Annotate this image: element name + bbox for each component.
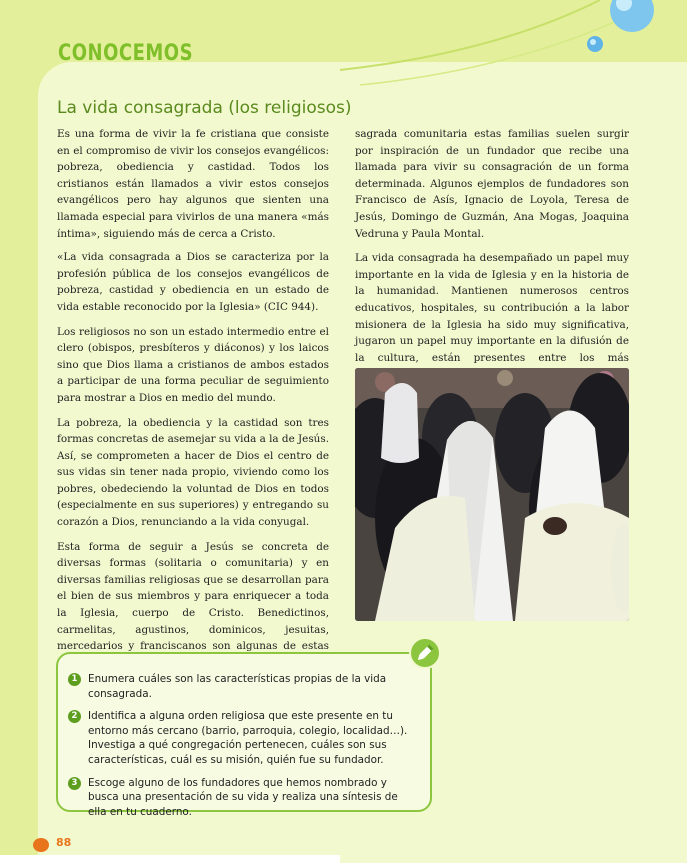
left-column (57, 126, 329, 679)
page-number: 88 (56, 836, 72, 849)
activity-number: 1 (68, 673, 81, 686)
list-item (68, 776, 413, 820)
activity-box (56, 652, 432, 818)
activity-text: Escoge alguno de los fundadores que hemos nombrado y busca una presentación de su vida y realiza una síntesis de ella en tu cuaderno. (88, 776, 398, 818)
section-label: CONOCEMOS (58, 40, 194, 67)
activity-text: Enumera cuáles son las características propias de la vida consagrada. (88, 673, 387, 700)
paragraph: Esta forma de seguir a Jesús se concreta de diversas formas (solitaria o comunitaria) y en diversas familias religiosas que se desarrollan para el bien de sus miembros y para enriquecer a toda la Iglesia, cuerpo de Cristo. Benedictinos, carmelitas, agustinos, dominicos, jesuitas, mercedarios y franciscanos son algunas de estas (57, 540, 329, 653)
activity-number: 2 (68, 710, 81, 723)
paragraph: Es una forma de vivir la fe cristiana que consiste en el compromiso de vivir los consejos evangélicos: pobreza, obediencia y castidad. Todos los cristianos están llamados a vivir estos consejos evangélicos pero hay algunos que sienten una llamada especial para vivirlos de una manera «más íntima», siguiendo más de cerca a Cristo. (57, 128, 329, 240)
paragraph: «La vida consagrada a Dios se caracteriza por la profesión pública de los consejos evangélicos de pobreza, castidad y obediencia en un estado de vida estable reconocido por la Iglesia» (CIC 944). (57, 251, 329, 313)
activity-text: Identifica a alguna orden religiosa que este presente en tu entorno más cercano (barrio, parroquia, colegio, localidad…). Investiga a qué congregación pertenecen, cuáles son sus características, cuál es su misión, quién fue su fundador. (88, 710, 408, 766)
nuns-photo (355, 368, 629, 621)
activity-number: 3 (68, 777, 81, 790)
right-column (355, 126, 629, 391)
activity-list (68, 672, 413, 827)
list-item (68, 709, 413, 767)
list-item (68, 672, 413, 701)
pencil-icon (409, 637, 441, 669)
page-title: La vida consagrada (los religiosos) (57, 98, 352, 118)
paragraph: La pobreza, la obediencia y la castidad son tres formas concretas de asemejar su vida a la de Jesús. Así, se comprometen a hacer de Dios el centro de sus vidas sin tener nada propio, viviendo como los pobres, obedeciendo la voluntad de Dios en todos (especialmente en sus superiores) y entregando su corazón a Dios, renunciando a la vida conyugal. (57, 416, 329, 529)
paragraph: La vida consagrada ha desempañado un papel muy importante en la vida de Iglesia y en la historia de la humanidad. Mantienen numerosos centros educativos, hospitales, su contribución a la labor misionera de la Iglesia ha sido muy significativa, jugaron un papel muy importante en la difusión de la cultura, están presentes entre los más (355, 252, 629, 364)
paragraph: Los religiosos no son un estado intermedio entre el clero (obispos, presbíteros y diáconos) y los laicos sino que Dios llama a cristianos de ambos estados a participar de una forma peculiar de seguimiento para mostrar a Dios en medio del mundo. (57, 325, 329, 404)
paragraph: sagrada comunitaria estas familias suelen surgir por inspiración de un fundador que recibe una llamada para vivir su consagración de un forma determinada. Algunos ejemplos de fundadores son Francisco de Asís, Ignacio de Loyola, Teresa de Jesús, Domingo de Guzmán, Ana Mogas, Joaquina Vedruna y Paula Montal. (355, 128, 629, 240)
page-dot-icon (33, 838, 49, 852)
bottom-strip (0, 855, 340, 863)
